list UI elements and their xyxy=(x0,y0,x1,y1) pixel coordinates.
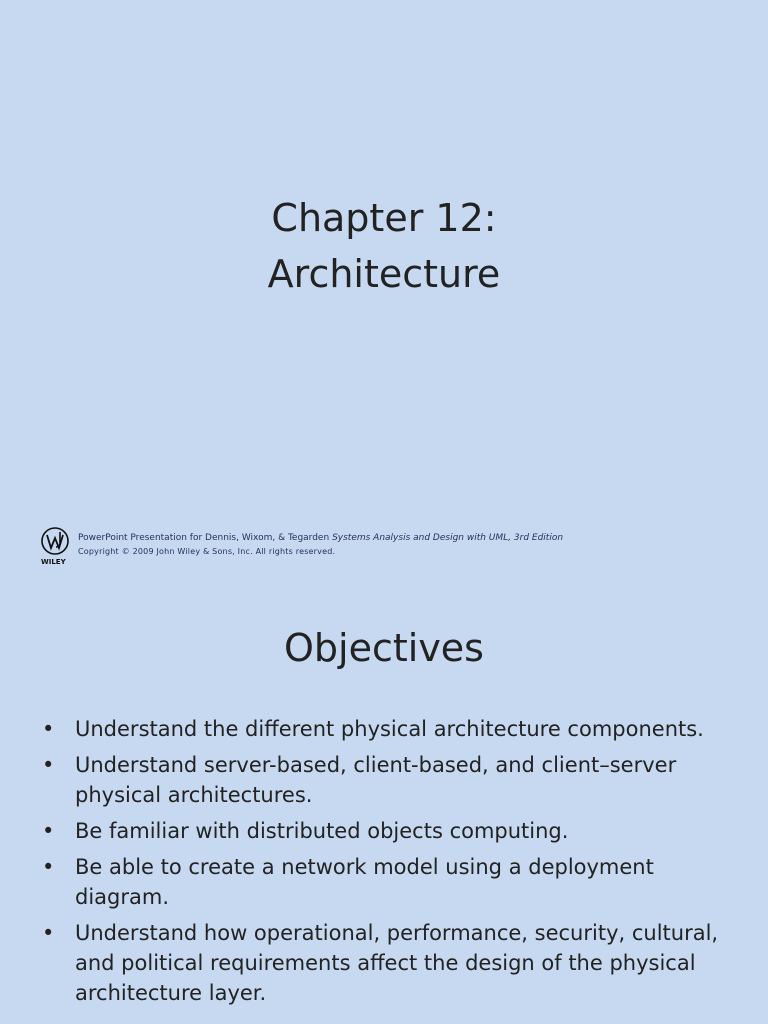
objectives-title: Objectives xyxy=(284,626,484,670)
chapter-title-line-2: Architecture xyxy=(267,252,501,296)
footer-text xyxy=(78,532,563,558)
list-item xyxy=(40,852,730,912)
objectives-list xyxy=(40,714,730,1014)
bullet-text: Be able to create a network model using a deployment diagram. xyxy=(75,855,654,909)
slide-objectives xyxy=(0,576,768,1024)
slide-footer xyxy=(40,526,740,566)
chapter-title xyxy=(0,190,768,302)
presentation-credit xyxy=(78,532,563,545)
copyright-notice: Copyright © 2009 John Wiley & Sons, Inc. All rights reserved. xyxy=(78,547,336,556)
list-item xyxy=(40,918,730,1008)
list-item xyxy=(40,714,730,744)
wiley-logo-text: WILEY xyxy=(41,558,66,566)
bullet-icon: • xyxy=(42,921,55,945)
bullet-icon: • xyxy=(42,717,55,741)
list-item xyxy=(40,750,730,810)
book-title: Systems Analysis and Design with UML, 3rd Edition xyxy=(332,533,564,543)
bullet-text: Understand server-based, client-based, and client–server physical architectures. xyxy=(75,753,677,807)
presentation-prefix: PowerPoint Presentation for Dennis, Wixom, & Tegarden xyxy=(78,533,330,543)
bullet-text: Understand the different physical architecture components. xyxy=(75,717,704,741)
chapter-title-line-1: Chapter 12: xyxy=(271,196,497,240)
bullet-icon: • xyxy=(42,819,55,843)
bullet-icon: • xyxy=(42,855,55,879)
bullet-icon: • xyxy=(42,753,55,777)
wiley-logo-icon xyxy=(40,526,72,566)
bullet-text: Understand how operational, performance, security, cultural, and political requirements affect the design of the physical architecture layer. xyxy=(75,921,719,1005)
bullet-text: Be familiar with distributed objects computing. xyxy=(75,819,569,843)
list-item xyxy=(40,816,730,846)
